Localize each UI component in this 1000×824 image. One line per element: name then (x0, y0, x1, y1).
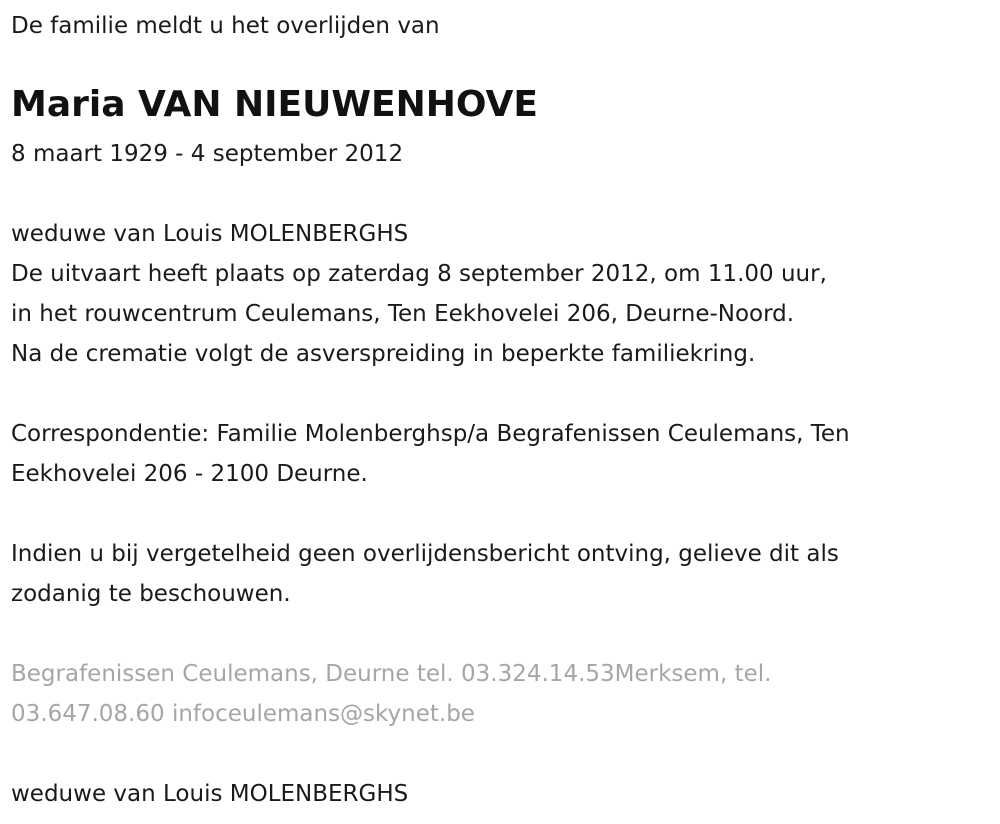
footer-text: weduwe van Louis MOLENBERGHS (11, 781, 409, 807)
funeral-home-line-1: Begrafenissen Ceulemans, Deurne tel. 03.324.14.53Merksem, tel. (11, 661, 772, 687)
footer-widow-line (11, 774, 408, 814)
correspondence-block (11, 414, 850, 494)
widow-line: weduwe van Louis MOLENBERGHS (11, 221, 409, 247)
deceased-name: Maria VAN NIEUWENHOVE (11, 84, 538, 125)
funeral-home-line-2: 03.647.08.60 infoceulemans@skynet.be (11, 701, 475, 727)
disclaimer-block (11, 534, 839, 614)
disclaimer-line-2: zodanig te beschouwen. (11, 581, 291, 607)
cremation-line: Na de crematie volgt de asverspreiding in beperkte familiekring. (11, 341, 756, 367)
life-dates: 8 maart 1929 - 4 september 2012 (11, 141, 404, 167)
correspondence-line-2: Eekhovelei 206 - 2100 Deurne. (11, 461, 368, 487)
disclaimer-line-1: Indien u bij vergetelheid geen overlijdensbericht ontving, gelieve dit als (11, 541, 839, 567)
funeral-location-line: in het rouwcentrum Ceulemans, Ten Eekhovelei 206, Deurne-Noord. (11, 301, 795, 327)
correspondence-line-1: Correspondentie: Familie Molenberghsp/a Begrafenissen Ceulemans, Ten (11, 421, 850, 447)
funeral-date-line: De uitvaart heeft plaats op zaterdag 8 september 2012, om 11.00 uur, (11, 261, 827, 287)
intro-text: De familie meldt u het overlijden van (11, 13, 440, 39)
funeral-home-info (11, 654, 771, 734)
funeral-details (11, 214, 827, 374)
